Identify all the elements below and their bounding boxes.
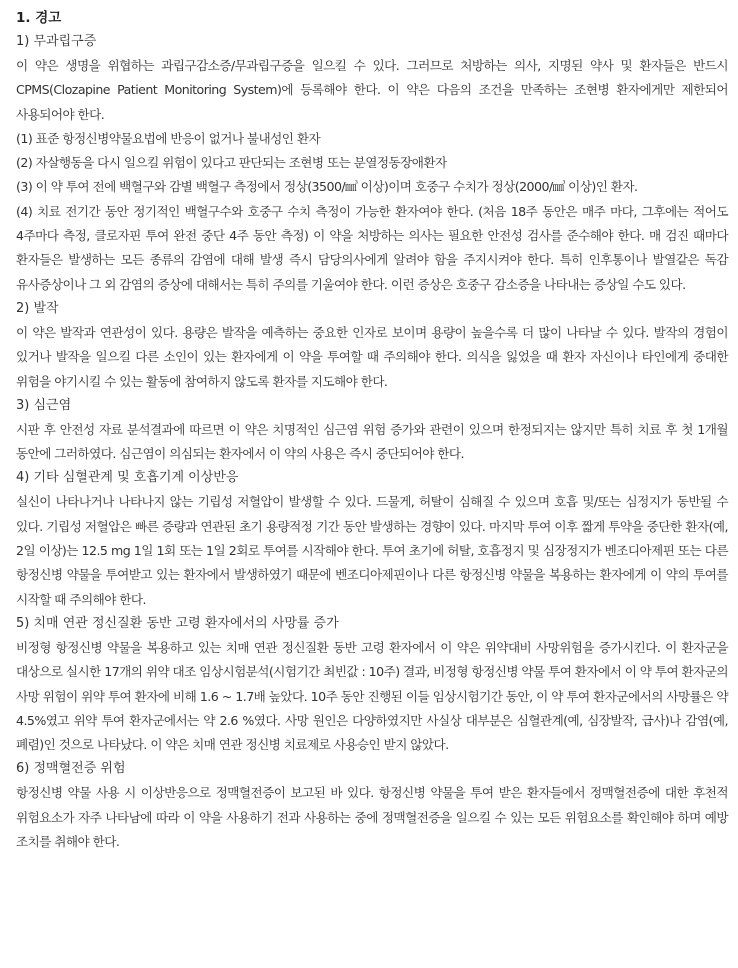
section-seizure bbox=[16, 297, 728, 394]
section-heading: 4) 기타 심혈관계 및 호흡기계 이상반응 bbox=[16, 470, 239, 486]
section-dementia-mortality bbox=[16, 612, 728, 757]
paragraph: 비정형 항정신병 약물을 복용하고 있는 치매 연관 정신질환 동반 고령 환자에서 이 약은 위약대비 사망위험을 증가시킨다. 이 환자군을 대상으로 실시한 17개의 위약 대조 임상시험분석(시험기간 최빈값 : 10주) 결과, 비정형 항정신병 약물 투여 환자에서 이 약 투여 환자군의 사망 위험이 위약 투여 환자에 비해 1.6 ~ 1.7배 높았다. 10주 동안 진행된 이들 임상시험기간 동안, 이 약 투여 환자군에서의 사망률은 약 4.5%였고 위약 투여 환자군에서는 약 2.6 %였다. 사망 원인은 다양하였지만 사실상 대부분은 심혈관계(예, 심장발작, 급사)나 감염(예, 폐렴)인 것으로 나타났다. 이 약은 치매 연관 정신병 치료제로 사용승인 받지 않았다. bbox=[16, 639, 728, 753]
paragraph: 이 약은 생명을 위협하는 과립구감소증/무과립구증을 일으킬 수 있다. 그러므로 처방하는 의사, 지명된 약사 및 환자들은 반드시 CPMS(Clozapine Patient Monitoring System)에 등록해야 한다. 이 약은 다음의 조건을 만족하는 조현병 환자에게만 제한되어 사용되어야 한다. bbox=[16, 58, 728, 122]
list-item: (4) 치료 전기간 동안 정기적인 백혈구수와 호중구 수치 측정이 가능한 환자여야 한다. (처음 18주 동안은 매주 마다, 그후에는 적어도 4주마다 측정, 클로자핀 투여 완전 중단 4주 동안 측정) 이 약을 처방하는 의사는 필요한 안전성 검사를 준수해야 한다. 매 검진 때마다 환자들은 발생하는 모든 종류의 감염에 대해 발생 즉시 담당의사에게 알려야 함을 주지시켜야 한다. 특히 인후통이나 발열같은 독감 유사증상이나 그 외 감염의 증상에 대해서는 특히 주의를 기울여야 한다. 이런 증상은 호중구 감소증을 나타내는 증상일 수도 있다. bbox=[16, 203, 728, 292]
list-item: (2) 자살행동을 다시 일으킬 위험이 있다고 판단되는 조현병 또는 분열정동장애환자 bbox=[16, 155, 447, 171]
paragraph: 실신이 나타나거나 나타나지 않는 기립성 저혈압이 발생할 수 있다. 드물게, 허탈이 심해질 수 있으며 호흡 및/또는 심정지가 동반될 수 있다. 기립성 저혈압은 빠른 증량과 연관된 초기 용량적정 기간 동안 발생하는 경향이 있다. 마지막 투여 이후 짧게 투약을 중단한 환자(예, 2일 이상)는 12.5 mg 1일 1회 또는 1일 2회로 투여를 시작해야 한다. 투여 초기에 허탈, 호흡정지 및 심장정지가 벤조디아제핀 또는 다른 항정신병 약물을 투여받고 있는 환자에서 발생하였기 때문에 벤조디아제핀이나 다른 항정신병 약물을 복용하는 환자에게 이 약의 투여를 시작할 때 주의해야 한다. bbox=[16, 494, 728, 607]
list-item: (1) 표준 항정신병약물요법에 반응이 없거나 불내성인 환자 bbox=[16, 130, 321, 146]
section-heading: 5) 치매 연관 정신질환 동반 고령 환자에서의 사망률 증가 bbox=[16, 615, 339, 631]
section-heading: 3) 심근염 bbox=[16, 397, 72, 413]
section-venous-thrombosis bbox=[16, 757, 728, 854]
section-heading: 2) 발작 bbox=[16, 300, 59, 316]
section-heading: 1) 무과립구증 bbox=[16, 34, 97, 49]
paragraph: 시판 후 안전성 자료 분석결과에 따르면 이 약은 치명적인 심근염 위험 증가와 관련이 있으며 한정되지는 않지만 특히 치료 후 첫 1개월 동안에 그러하였다. 심근염이 의심되는 환자에서 이 약의 사용은 즉시 중단되어야 한다. bbox=[16, 421, 728, 462]
section-heading: 6) 정맥혈전증 위험 bbox=[16, 761, 126, 777]
section-agranulocytosis bbox=[16, 30, 728, 297]
list-item: (3) 이 약 투여 전에 백혈구와 감별 백혈구 측정에서 정상(3500/㎣ 이상)이며 호중구 수치가 정상(2000/㎣ 이상)인 환자. bbox=[16, 179, 638, 195]
section-myocarditis bbox=[16, 394, 728, 467]
paragraph: 항정신병 약물 사용 시 이상반응으로 정맥혈전증이 보고된 바 있다. 항정신병 약물을 투여 받은 환자들에서 정맥혈전증에 대한 후천적 위험요소가 자주 나타남에 따라 이 약을 사용하기 전과 사용하는 중에 정맥혈전증을 일으킬 수 있는 모든 위험요소를 확인해야 하며 예방 조치를 취해야 한다. bbox=[16, 785, 728, 850]
paragraph: 이 약은 발작과 연관성이 있다. 용량은 발작을 예측하는 중요한 인자로 보이며 용량이 높을수록 더 많이 나타날 수 있다. 발작의 경험이 있거나 발작을 일으킬 다른 소인이 있는 환자에게 이 약을 투여할 때 주의해야 한다. 의식을 잃었을 때 환자 자신이나 타인에게 중대한 위험을 야기시킬 수 있는 활동에 참여하지 않도록 환자를 지도해야 한다. bbox=[16, 324, 728, 389]
page-title: 1. 경고 bbox=[16, 10, 62, 26]
section-cardio-respiratory bbox=[16, 466, 728, 611]
